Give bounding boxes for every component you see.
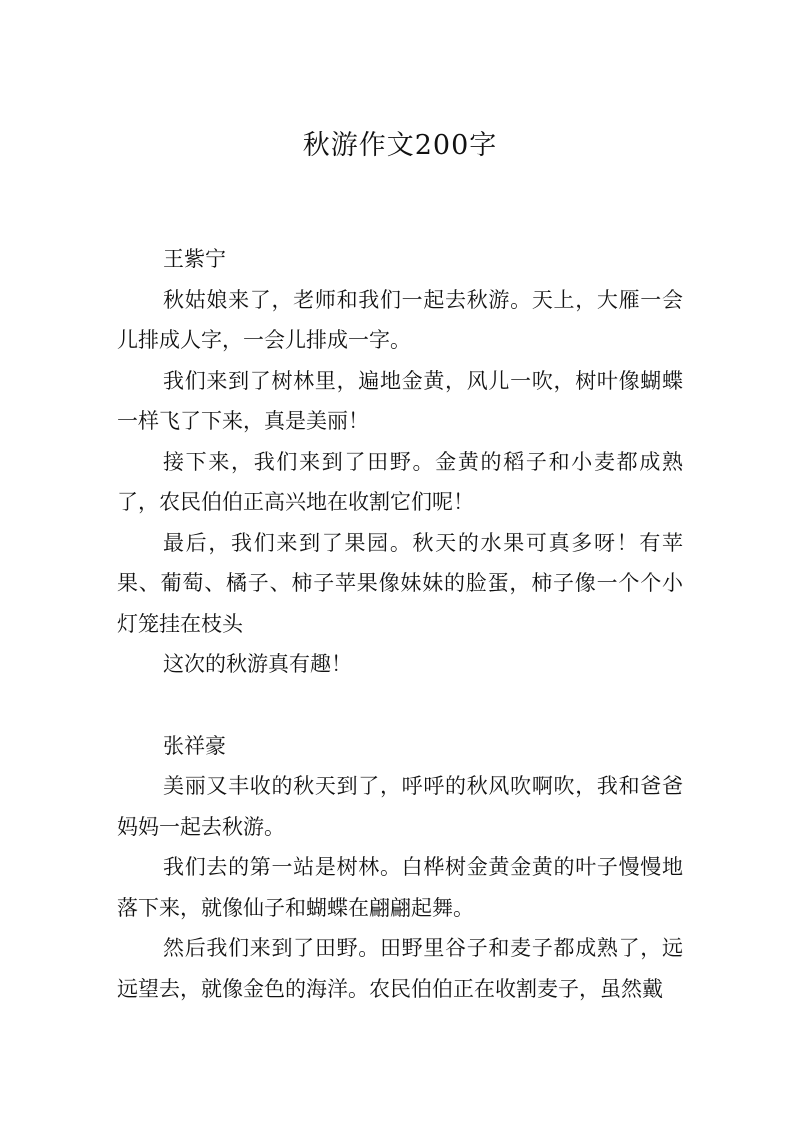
essay-1-paragraph: 秋姑娘来了，老师和我们一起去秋游。天上，大雁一会儿排成人字，一会儿排成一字。 <box>117 287 683 352</box>
essay-1-paragraph: 接下来，我们来到了田野。金黄的稻子和小麦都成熟了，农民伯伯正高兴地在收割它们呢！ <box>117 449 683 514</box>
essay-2-paragraph: 美丽又丰收的秋天到了，呼呼的秋风吹啊吹，我和爸爸妈妈一起去秋游。 <box>117 774 683 839</box>
essay-1-author: 王紫宁 <box>163 247 226 271</box>
essay-1-paragraph: 我们来到了树林里，遍地金黄，风儿一吹，树叶像蝴蝶一样飞了下来，真是美丽！ <box>117 368 683 433</box>
essay-separator <box>117 685 683 726</box>
essay-1-paragraph: 这次的秋游真有趣！ <box>163 652 352 676</box>
essay-2-author: 张祥豪 <box>163 733 226 758</box>
essay-2-paragraph: 然后我们来到了田野。田野里谷子和麦子都成熟了，远远望去，就像金色的海洋。农民伯伯正在收割麦子，虽然戴 <box>117 936 683 1001</box>
document-title: 秋游作文200字 <box>302 130 498 161</box>
document-body <box>117 239 683 1009</box>
essay-2-paragraph: 我们去的第一站是树林。白桦树金黄金黄的叶子慢慢地落下来，就像仙子和蝴蝶在翩翩起舞。 <box>117 855 683 920</box>
essay-1-paragraph: 最后，我们来到了果园。秋天的水果可真多呀！有苹果、葡萄、橘子、柿子苹果像妹妹的脸蛋，柿子像一个个小灯笼挂在枝头 <box>117 530 683 636</box>
